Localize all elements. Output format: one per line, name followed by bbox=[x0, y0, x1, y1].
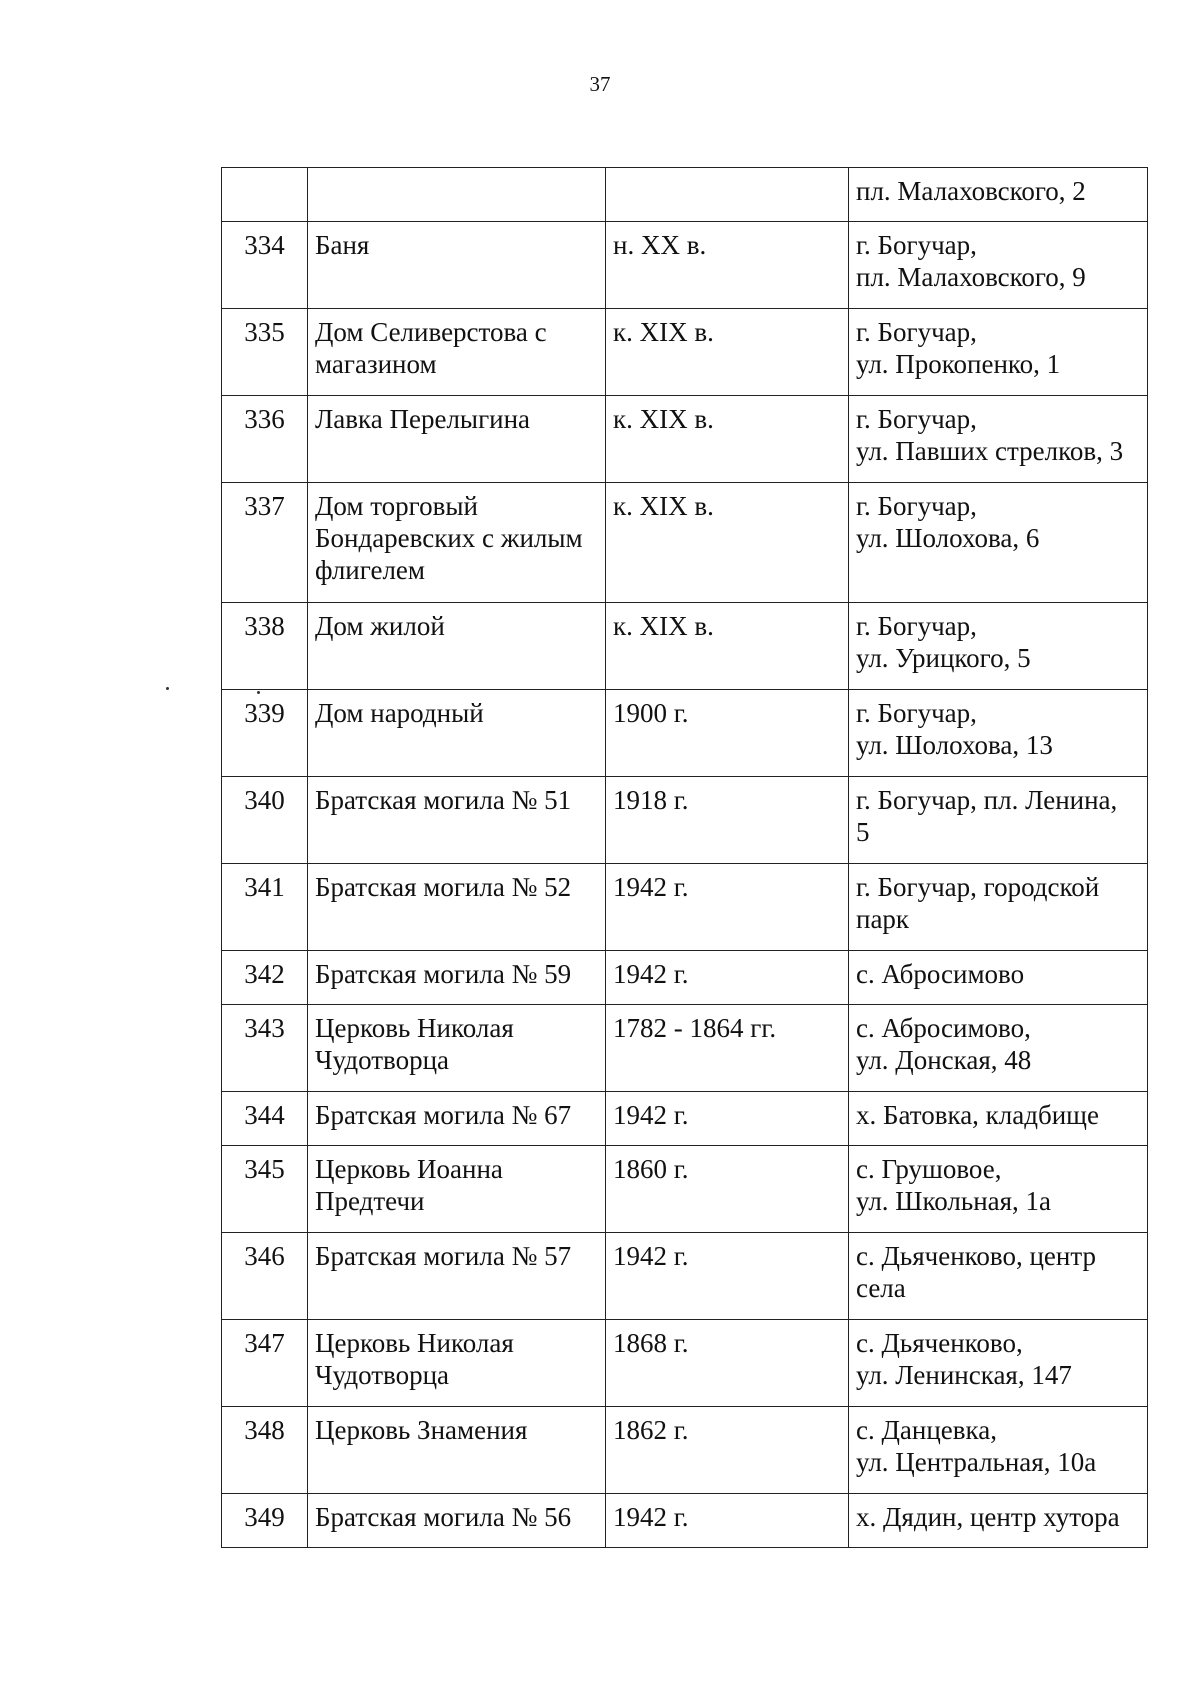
object-date bbox=[606, 168, 849, 222]
table-row bbox=[222, 1320, 1148, 1407]
table-row bbox=[222, 1092, 1148, 1146]
object-address: с. Данцевка, ул. Центральная, 10а bbox=[849, 1407, 1148, 1494]
table-row bbox=[222, 1233, 1148, 1320]
object-address: с. Дьяченково, центр села bbox=[849, 1233, 1148, 1320]
object-date: 1942 г. bbox=[606, 1233, 849, 1320]
row-number: 343 bbox=[222, 1005, 308, 1092]
object-name: Братская могила № 52 bbox=[308, 864, 606, 951]
object-name: Церковь Иоанна Предтечи bbox=[308, 1146, 606, 1233]
row-number: 340 bbox=[222, 777, 308, 864]
row-number: 335 bbox=[222, 309, 308, 396]
row-number: 349 bbox=[222, 1494, 308, 1548]
object-name: Братская могила № 51 bbox=[308, 777, 606, 864]
scan-speck bbox=[257, 691, 260, 694]
object-name: Церковь Николая Чудотворца bbox=[308, 1005, 606, 1092]
row-number: 347 bbox=[222, 1320, 308, 1407]
row-number: 337 bbox=[222, 483, 308, 603]
object-name: Дом Селиверстова с магазином bbox=[308, 309, 606, 396]
table-body bbox=[222, 168, 1148, 1548]
object-address: х. Батовка, кладбище bbox=[849, 1092, 1148, 1146]
table-row bbox=[222, 222, 1148, 309]
table-row bbox=[222, 168, 1148, 222]
object-date: к. XIX в. bbox=[606, 603, 849, 690]
row-number: 339 bbox=[222, 690, 308, 777]
object-date: к. XIX в. bbox=[606, 396, 849, 483]
table-row bbox=[222, 690, 1148, 777]
object-date: 1942 г. bbox=[606, 1494, 849, 1548]
object-date: н. XX в. bbox=[606, 222, 849, 309]
object-date: 1782 - 1864 гг. bbox=[606, 1005, 849, 1092]
table-row bbox=[222, 1005, 1148, 1092]
object-date: к. XIX в. bbox=[606, 483, 849, 603]
object-date: к. XIX в. bbox=[606, 309, 849, 396]
row-number: 344 bbox=[222, 1092, 308, 1146]
row-number: 346 bbox=[222, 1233, 308, 1320]
object-name: Братская могила № 67 bbox=[308, 1092, 606, 1146]
object-address: г. Богучар, пл. Малаховского, 9 bbox=[849, 222, 1148, 309]
row-number: 336 bbox=[222, 396, 308, 483]
object-name: Баня bbox=[308, 222, 606, 309]
object-name: Братская могила № 57 bbox=[308, 1233, 606, 1320]
object-address: г. Богучар, ул. Павших стрелков, 3 bbox=[849, 396, 1148, 483]
table-row bbox=[222, 483, 1148, 603]
object-address: г. Богучар, ул. Шолохова, 6 bbox=[849, 483, 1148, 603]
object-date: 1918 г. bbox=[606, 777, 849, 864]
table-row bbox=[222, 1494, 1148, 1548]
table-row bbox=[222, 864, 1148, 951]
object-date: 1900 г. bbox=[606, 690, 849, 777]
object-name: Дом жилой bbox=[308, 603, 606, 690]
object-date: 1860 г. bbox=[606, 1146, 849, 1233]
object-date: 1868 г. bbox=[606, 1320, 849, 1407]
table-row bbox=[222, 951, 1148, 1005]
row-number: 338 bbox=[222, 603, 308, 690]
object-name: Братская могила № 56 bbox=[308, 1494, 606, 1548]
object-name bbox=[308, 168, 606, 222]
object-name: Церковь Знамения bbox=[308, 1407, 606, 1494]
row-number: 348 bbox=[222, 1407, 308, 1494]
object-address: пл. Малаховского, 2 bbox=[849, 168, 1148, 222]
object-address: г. Богучар, ул. Прокопенко, 1 bbox=[849, 309, 1148, 396]
object-date: 1942 г. bbox=[606, 951, 849, 1005]
row-number bbox=[222, 168, 308, 222]
row-number: 345 bbox=[222, 1146, 308, 1233]
object-date: 1862 г. bbox=[606, 1407, 849, 1494]
table-row bbox=[222, 1146, 1148, 1233]
object-address: х. Дядин, центр хутора bbox=[849, 1494, 1148, 1548]
object-address: г. Богучар, ул. Шолохова, 13 bbox=[849, 690, 1148, 777]
table-row bbox=[222, 1407, 1148, 1494]
object-name: Лавка Перелыгина bbox=[308, 396, 606, 483]
object-name: Дом народный bbox=[308, 690, 606, 777]
object-name: Церковь Николая Чудотворца bbox=[308, 1320, 606, 1407]
object-address: с. Абросимово, ул. Донская, 48 bbox=[849, 1005, 1148, 1092]
object-address: с. Дьяченково, ул. Ленинская, 147 bbox=[849, 1320, 1148, 1407]
object-date: 1942 г. bbox=[606, 864, 849, 951]
page-number: 37 bbox=[589, 72, 611, 96]
object-address: с. Грушовое, ул. Школьная, 1а bbox=[849, 1146, 1148, 1233]
table-row bbox=[222, 309, 1148, 396]
scan-speck bbox=[166, 687, 169, 690]
table-row bbox=[222, 396, 1148, 483]
object-name: Дом торговый Бондаревских с жилым флигелем bbox=[308, 483, 606, 603]
object-name: Братская могила № 59 bbox=[308, 951, 606, 1005]
object-address: с. Абросимово bbox=[849, 951, 1148, 1005]
object-address: г. Богучар, ул. Урицкого, 5 bbox=[849, 603, 1148, 690]
row-number: 342 bbox=[222, 951, 308, 1005]
heritage-registry-table bbox=[221, 167, 1148, 1548]
row-number: 334 bbox=[222, 222, 308, 309]
object-address: г. Богучар, городской парк bbox=[849, 864, 1148, 951]
table-row bbox=[222, 777, 1148, 864]
object-address: г. Богучар, пл. Ленина, 5 bbox=[849, 777, 1148, 864]
table-row bbox=[222, 603, 1148, 690]
row-number: 341 bbox=[222, 864, 308, 951]
object-date: 1942 г. bbox=[606, 1092, 849, 1146]
